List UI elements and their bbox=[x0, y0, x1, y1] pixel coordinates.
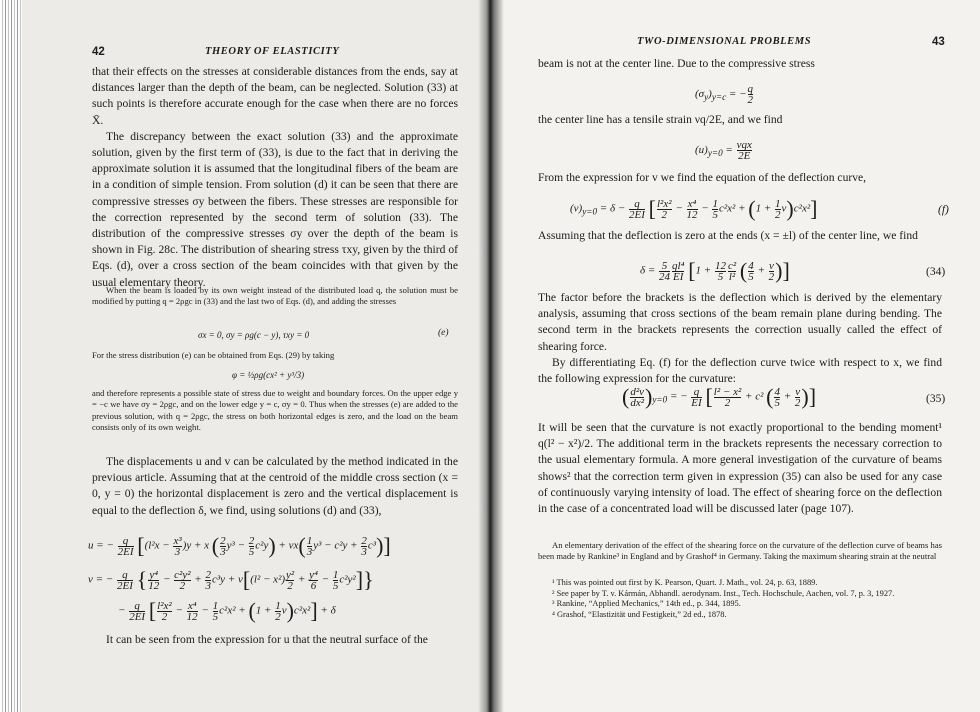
right-running-head: TWO-DIMENSIONAL PROBLEMS bbox=[637, 36, 812, 47]
right-page bbox=[490, 0, 980, 712]
right-small-1: An elementary derivation of the effect of the shearing force on the curvature of the deflection curve of beams has been made by Rankine³ in England and by Grashof⁴ in Germany. Taking the maximum shearing strain at the neutral bbox=[538, 540, 942, 562]
equation-f-label: (f) bbox=[938, 204, 949, 216]
right-para-1: beam is not at the center line. Due to the compressive stress bbox=[538, 57, 815, 70]
equation-e-label: (e) bbox=[438, 328, 449, 338]
equation-f: $(v)_{y=0} = \delta$ − $\frac{q}{2EI}$ [ $\frac{\text{l²x²}}{2}$ − $\frac{\text{x⁴}}{12}$ − $\frac{1}{5}$ c²x² + (1 + $\frac{1}{2}$ ν)c²x²] bbox=[570, 196, 818, 221]
equation-e: σx = 0, σy = ρg(c − y), τxy = 0 bbox=[198, 330, 310, 340]
right-page-number: 43 bbox=[932, 36, 945, 48]
right-para-2: the center line has a tensile strain νq/2E, and we find bbox=[538, 113, 783, 126]
right-para-3: From the expression for v we find the equation of the deflection curve, bbox=[538, 171, 867, 184]
right-para-5: The factor before the brackets is the deflection which is derived by the elementary analysis, assuming that cross sections of the beam remain plane during bending. The second term in the brackets represents the correction usually called the effect of shearing force. bbox=[538, 291, 942, 353]
right-para-7: It will be seen that the curvature is not exactly proportional to the bending moment¹ q(l² − x²)/2. The additional term in the brackets represents the necessary correction to the usual elementary formula. A more general investigation of the curvature of beams shows² that the correction term given in expression (35) can also be used for any case of continuously varying intensity of load. The effect of shearing force on the deflection in the case of a concentrated load will be discussed later (page 107). bbox=[538, 421, 942, 516]
left-small-2: For the stress distribution (e) can be obtained from Eqs. (29) by taking bbox=[92, 350, 335, 360]
page-edge-stack bbox=[0, 0, 22, 712]
right-para-4: Assuming that the deflection is zero at the ends (x = ±l) of the center line, we find bbox=[538, 229, 918, 242]
left-running-head: THEORY OF ELASTICITY bbox=[205, 46, 340, 57]
footnote-1: ¹ This was pointed out first by K. Pearson, Quart. J. Math., vol. 24, p. 63, 1889. bbox=[552, 578, 818, 587]
footnote-4: ⁴ Grashof, “Elastizität und Festigkeit,” 2d ed., 1878. bbox=[552, 609, 727, 619]
footnote-2: ² See paper by T. v. Kármán, Abhandl. aerodynam. Inst., Tech. Hochschule, Aachen, vol. 7, p. 3, 1927. bbox=[552, 588, 895, 598]
left-para-3: The displacements u and v can be calculated by the method indicated in the previous article. Assuming that at the centroid of the middle cross section (x = 0, y = 0) the horizontal displacement is zero and the vertical displacement is equal to the deflection δ, we find, using solutions (d) and (33), bbox=[92, 455, 458, 517]
left-page-number: 42 bbox=[92, 46, 105, 58]
equation-v-cont: − $\frac{q}{2EI}$ [ $\frac{\text{l²x²}}{2}$ − $\frac{\text{x⁴}}{12}$ − $\frac{1}{5}$ c²x² + (1 + $\frac{1}{2}$ ν)c²x²] + δ bbox=[118, 598, 336, 623]
left-para-4: It can be seen from the expression for u that the neutral surface of the bbox=[106, 633, 428, 646]
left-small-1: When the beam is loaded by its own weight instead of the distributed load q, the solution must be modified by putting q = 2ρgc in (33) and the last two of Eqs. (d), and adding the stresses bbox=[92, 285, 458, 307]
equation-34: δ = $\frac{5}{24}$ $\frac{\text{ql⁴}}{EI}$ [1 + $\frac{12}{5}$ $\frac{\text{c²}}{\text{l²}}$ ( $\frac{4}{5}$ + $\frac{\nu}{2}$ )] bbox=[640, 258, 790, 283]
left-para-1: that their effects on the stresses at considerable distances from the ends, say at distances larger than the depth of the beam, can be neglected. Solution (33) at such points is therefore accurate enough for the case when there are no forces X̄. bbox=[92, 65, 458, 127]
left-small-3: and therefore represents a possible state of stress due to weight and boundary forces. On the upper edge y = −c we have σy = 2ρgc, and on the lower edge y = c, σy = 0. Thus when the stresses (e) are added to the previous solution, with q = 2ρgc, the stress on both horizontal edges is zero, and the load on the beam consists only of its own weight. bbox=[92, 388, 458, 432]
equation-v: v = − $\frac{q}{2EI}$ { $\frac{\text{y⁴}}{12}$ − $\frac{\text{c²y²}}{2}$ + $\frac{2}{3}$ c³y + ν[(l² − x²) $\frac{\text{y²}}{2}$ + $\frac{\text{y⁴}}{6}$ − $\frac{1}{5}$ c²y²]} bbox=[88, 567, 374, 592]
equation-sigma-y: $(\sigma_y)_{y=c}$ = − $\frac{q}{2}$ bbox=[695, 83, 754, 106]
right-para-6: By differentiating Eq. (f) for the deflection curve twice with respect to x, we find the following expression for the curvature: bbox=[538, 355, 942, 386]
equation-u-center: $(u)_{y=0}$ = νqx 2E bbox=[695, 139, 752, 162]
equation-35: ( $\frac{\text{d²v}}{\text{dx²}}$ )$_{y=0}$ = − $\frac{q}{EI}$ [ $\frac{\text{l² − x²}}{2}$ + c² ( $\frac{4}{5}$ + $\frac{\nu}{2}$ )] bbox=[622, 384, 817, 409]
footnote-3: ³ Rankine, “Applied Mechanics,” 14th ed., p. 344, 1895. bbox=[552, 599, 741, 609]
equation-35-label: (35) bbox=[926, 393, 946, 405]
equation-phi: φ = ½ρg(cx² + y³/3) bbox=[232, 370, 305, 380]
footnotes bbox=[538, 578, 942, 620]
gutter-shadow-right bbox=[490, 0, 504, 712]
gutter-shadow-left bbox=[478, 0, 490, 712]
equation-34-label: (34) bbox=[926, 266, 946, 278]
equation-u: u = − $\frac{q}{2EI}$ [(l²x − $\frac{\text{x³}}{3}$ )y + x ( $\frac{2}{3}$ y³ − $\frac{2}{5}$ c²y) + νx( $\frac{1}{3}$ y³ − c²y + $\frac{2}{3}$ c³)] bbox=[88, 533, 391, 558]
left-para-2: The discrepancy between the exact solution (33) and the approximate solution, given by the first term of (33), is due to the fact that in deriving the approximate solution it is assumed that the longitudinal fibers of the beam are in a condition of simple tension. From solution (d) it can be seen that there are compressive stresses σy between the fibers. These stresses are responsible for the correction represented by the second term of solution (33). The distribution of the compressive stresses σy over the depth of the beam is shown in Fig. 28c. The distribution of shearing stress τxy, given by the third of Eqs. (d), over a cross section of the beam coincides with that given by the usual elementary theory. bbox=[92, 129, 458, 289]
